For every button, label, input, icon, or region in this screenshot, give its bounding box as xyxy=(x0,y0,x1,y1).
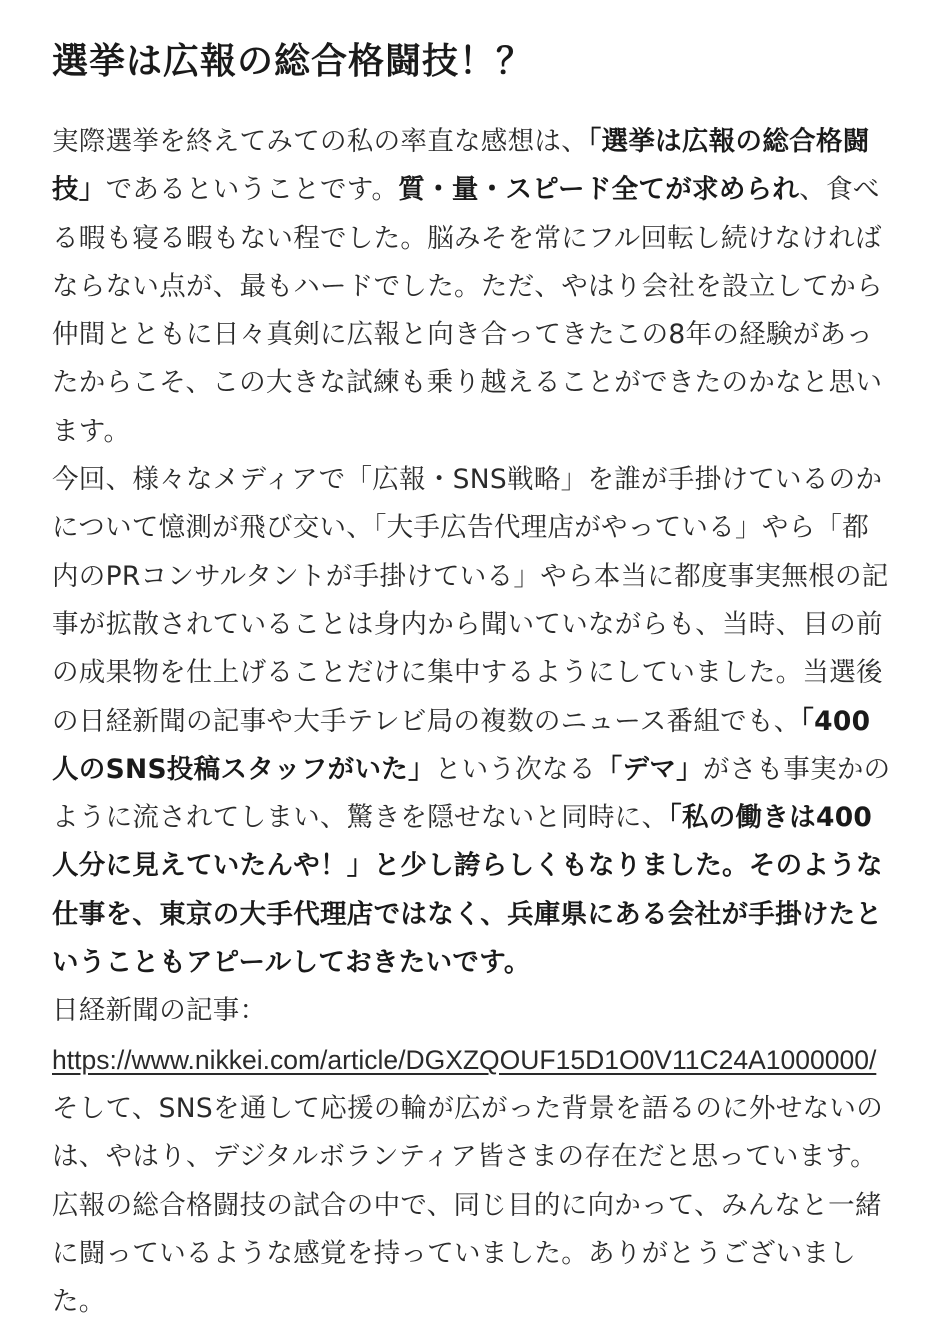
article-title: 選挙は広報の総合格闘技！？ xyxy=(52,41,534,82)
source-link[interactable]: https://www.nikkei.com/article/DGXZQOUF15D1O0V11C24A1000000/ xyxy=(52,1044,877,1075)
source-label: 日経新聞の記事： xyxy=(52,995,267,1027)
paragraph-impressions xyxy=(52,118,894,456)
source-link-line xyxy=(52,1036,894,1085)
paragraph-text: 、食べる暇も寝る暇もない程でした。脳みそを常にフル回転し続けなければならない点が、最もハードでした。ただ、やはり会社を設立してから仲間とともに日々真剣に広報と向き合ってきたこの8年の経験があったからこそ、この大きな試練も乗り越えることができたのかなと思います。 xyxy=(52,174,883,447)
paragraph-text: 今回、様々なメディアで「広報・SNS戦略」を誰が手掛けているのかについて憶測が飛び交い、「大手広告代理店がやっている」やら「都内のPRコンサルタントが手掛けている」やら本当に都度事実無根の記事が拡散されていることは身内から聞いていながらも、当時、目の前の成果物を仕上げることだけに集中するようにしていました。当選後の日経新聞の記事や大手テレビ局の複数のニュース番組でも、 xyxy=(52,464,889,737)
paragraph-volunteers: そして、SNSを通して応援の輪が広がった背景を語るのに外せないのは、やはり、デジタルボランティア皆さまの存在だと思っています。広報の総合格闘技の試合の中で、同じ目的に向かって、みんなと一緒に闘っているような感覚を持っていました。ありがとうございました。 xyxy=(52,1092,884,1318)
paragraph-rumors xyxy=(52,456,894,987)
emphasis-text: 「選挙は広報の総合格闘技」 xyxy=(52,126,870,206)
emphasis-text: 「デマ」 xyxy=(595,753,703,785)
paragraph-text: がさも事実かのように流されてしまい、驚きを隠せないと同時に、 xyxy=(52,753,891,834)
emphasis-text: 質・量・スピード全てが求められ xyxy=(398,174,800,206)
emphasis-text: 「400人のSNS投稿スタッフがいた」 xyxy=(52,705,871,785)
paragraph-text: 実際選挙を終えてみての私の率直な感想は、 xyxy=(52,126,588,157)
paragraph-text: であるということです。 xyxy=(105,174,399,206)
emphasis-text: 「私の働きは400人分に見えていたんや！」と少し誇らしくもなりました。そのような仕事を、東京の大手代理店ではなく、兵庫県にある会社が手掛けたということもアピールしておきたいです。 xyxy=(52,802,883,979)
paragraph-text: という次なる xyxy=(434,753,596,785)
